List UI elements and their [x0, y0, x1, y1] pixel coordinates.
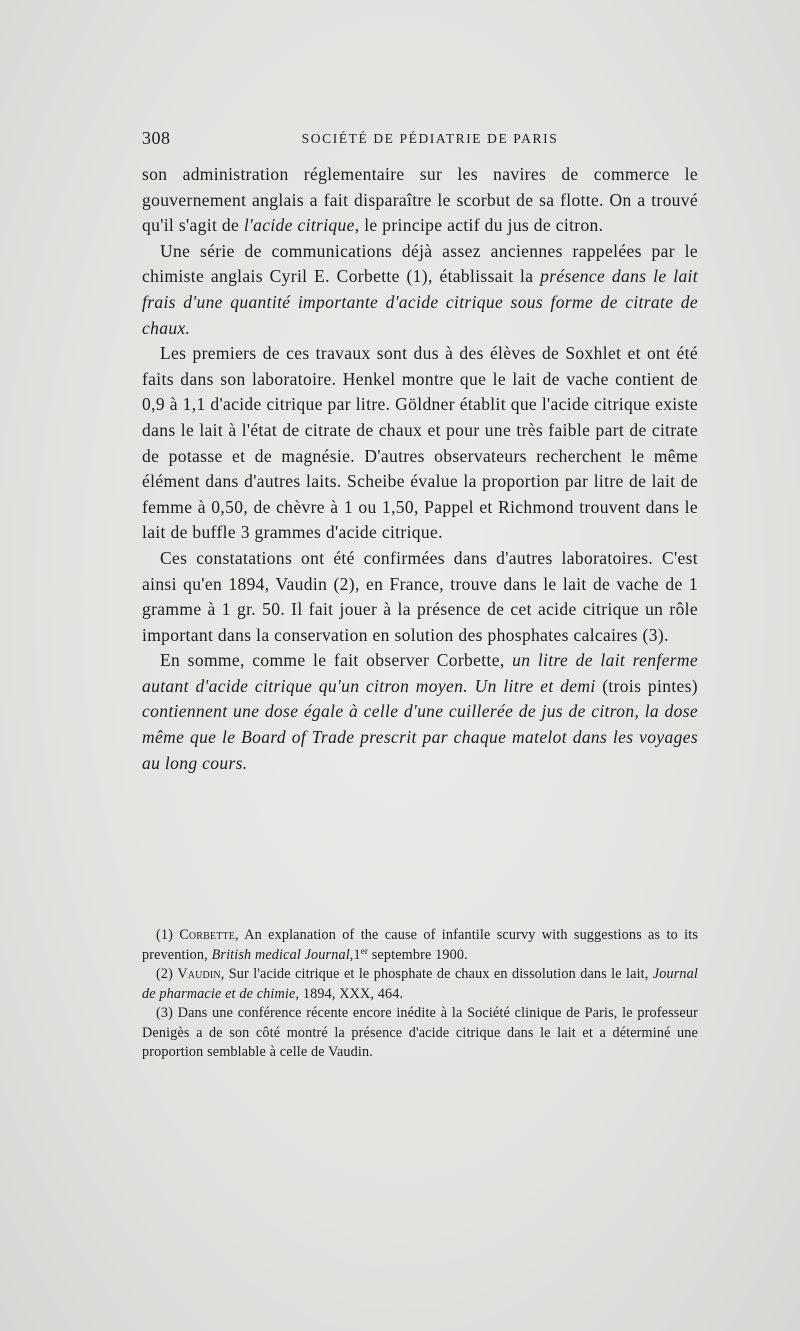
- paragraph-4: [142, 546, 698, 648]
- paragraph-5: [142, 648, 698, 776]
- paragraph-5-italic-1: un litre de lait renferme autant d'acide citrique qu'un citron moyen. Un litre et demi: [142, 650, 698, 696]
- footnote-1-date-rest: septembre 1900.: [368, 946, 468, 963]
- footnote-1-date-sup: er: [360, 945, 369, 956]
- paragraph-4-text: Ces constatations ont été confirmées dans d'autres laboratoires. C'est ainsi qu'en 1894, Vaudin (2), en France, trouve dans le lait de vache de 1 gramme à 1 gr. 50. Il fait jouer à la présence de cet acide citrique un rôle important dans la conservation en solution des phosphates calcaires (3).: [142, 547, 698, 645]
- main-text: [142, 162, 698, 776]
- paragraph-1-tail: , le principe actif du jus de citron.: [354, 215, 604, 236]
- footnote-1-date-num: 1: [353, 946, 361, 963]
- footnote-2-journal: Journal de pharmacie et de chimie: [142, 966, 698, 1002]
- footnote-3-text: (3) Dans une conférence récente encore inédite à la Société clinique de Paris, le professeur Denigès a de son côté montré la présence d'acide citrique dans le lait et a déterminé une proportion semblable à celle de Vaudin.: [142, 1005, 698, 1060]
- page-header: [142, 128, 698, 152]
- paragraph-1: [142, 162, 698, 239]
- running-title: SOCIÉTÉ DE PÉDIATRIE DE PARIS: [301, 131, 559, 146]
- footnote-1-text: , An explanation of the cause of infantile scurvy with suggestions as to its prevention,: [142, 927, 698, 963]
- paragraph-1-text: son administration réglementaire sur les navires de commerce le gouvernement anglais a fait disparaître le scorbut de sa flotte. On a trouvé qu'il s'agit de: [142, 164, 698, 236]
- paragraph-2: [142, 239, 698, 341]
- paragraph-2-italic: présence dans le lait frais d'une quantité importante d'acide citrique sous forme de citrate de chaux.: [142, 266, 698, 338]
- footnote-2-marker: (2): [156, 966, 178, 982]
- footnote-1-marker: (1): [156, 927, 180, 943]
- footnote-1-author: Corbette: [179, 927, 235, 943]
- paragraph-2-text: Une série de communications déjà assez anciennes rappelées par le chimiste anglais Cyril E. Corbette (1), établissait la: [142, 240, 698, 287]
- page-number: 308: [142, 128, 171, 148]
- paragraph-3: [142, 341, 698, 546]
- paragraph-5-italic-2: contiennent une dose égale à celle d'une cuillerée de jus de citron, la dose même que le Board of Trade prescrit par chaque matelot dans les voyages au long cours.: [142, 701, 698, 773]
- paragraph-1-italic: l'acide citrique: [243, 215, 355, 236]
- footnote-2-rest: , 1894, XXX, 464.: [295, 985, 404, 1002]
- footnote-1-journal: British medical Journal,: [211, 946, 354, 963]
- footnotes: [142, 926, 698, 1063]
- footnote-2-text: , Sur l'acide citrique et le phosphate de chaux en dissolution dans le lait,: [220, 966, 653, 982]
- paragraph-5-text: En somme, comme le fait observer Corbette,: [160, 650, 513, 671]
- footnote-2-author: Vaudin: [177, 966, 221, 982]
- paragraph-3-text: Les premiers de ces travaux sont dus à des élèves de Soxhlet et ont été faits dans son laboratoire. Henkel montre que le lait de vache contient de 0,9 à 1,1 d'acide citrique par litre. Göldner établit que l'acide citrique existe dans le lait à l'état de citrate de chaux et pour une très faible part de citrate de potasse et de magnésie. D'autres observateurs recherchent le même élément dans d'autres laits. Scheibe évalue la proportion par litre de lait de femme à 0,50, de chèvre à 1 ou 1,50, Pappel et Richmond trouvent dans le lait de buffle 3 grammes d'acide citrique.: [142, 343, 698, 543]
- footnote-2: [142, 965, 698, 1004]
- footnote-1: [142, 926, 698, 965]
- paragraph-5-mid: (trois pintes): [595, 675, 698, 696]
- footnote-3: [142, 1004, 698, 1063]
